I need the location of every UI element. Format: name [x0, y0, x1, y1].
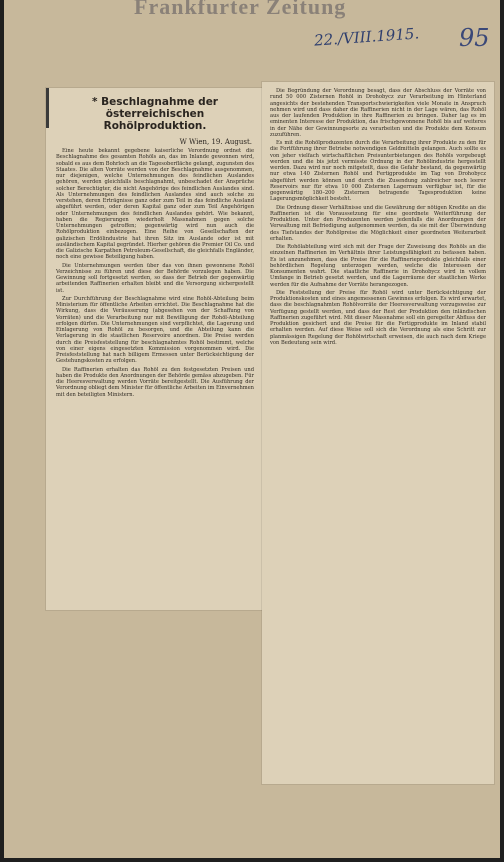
archive-board — [4, 0, 500, 858]
handwritten-number: 95 — [459, 24, 490, 52]
paragraph: Die Feststellung der Preise für Rohöl wird unter Berücksichtigung der Produktionskosten und eines angemessenen Gewinnes erfolgen. Es wird erwartet, dass die beschlagnahmten Rohölvorräte der Heeresverwaltung vorzugsweise zur Verfügung gestellt werden, und dass der Rest der Produktion den inländischen Raffinerien zugeführt wird. Mit dieser Massnahme soll ein geregelter Abfluss der Produktion gesichert und die Preise für die Fertigprodukte im Inland stabil erhalten werden. Auf diese Weise soll sich die Verordnung als eine Schritt zur planmässigen Regelung der Rohölwirtschaft erweisen, die auch nach dem Kriege von Bedeutung sein wird. — [270, 289, 486, 346]
article-body-left — [46, 148, 262, 398]
clipping-right-column — [262, 82, 494, 784]
paragraph: Die Ordnung dieser Verhältnisse und die Gewährung der nötigen Kredite an die Raffinerien ist die Voraussetzung für eine geordnete Weiterführung der Produktion. Unter den Produzenten werden jedenfalls die Anordnungen der Verwaltung mit Befriedigung aufgenommen werden, da sie mit der Überwindung des Tiefstandes der Rohölpreise die Möglichkeit einer geordneten Weiterarbeit erhalten. — [270, 204, 486, 242]
paragraph: Die Begründung der Verordnung besagt, dass der Abschluss der Vorräte von rund 50 000 Zisternen Rohöl in Drohobycz zur Verarbeitung im Hinterland angesichts der bestehenden Transportschwierigkeiten viele Monate in Anspruch nehmen wird und dass daher die Raffinerien nicht in der Lage wären, das Rohöl aus der laufenden Produktion in ihre Raffinerien zu bringen. Daher lag es im eminenten Interesse der Produktion, das frischgewonnene Rohöl bis auf weiteres in der Nähe der Gewinnungsorte zu verarbeiten und die Produkte dem Konsum zuzuführen. — [270, 88, 486, 138]
newspaper-masthead: Frankfurter Zeitung — [134, 0, 347, 19]
paragraph: Eine heute bekannt gegebene kaiserliche Verordnung ordnet die Beschlagnahme des gesamten Rohöls an, das im Inlande gewonnen wird, sobald es aus dem Bohrloch an die Tagesoberfläche gelangt, zugunsten des Staates. Die alten Vorräte werden von der Beschlagnahme ausgenommen, nur diejenigen, welche Unternehmungen des feindlichen Auslandes gehören, werden gleichfalls beschlagnahmt, unbeschadet der Ansprüche solcher Berechtigter, die nicht Angehörige des feindlichen Auslandes sind. Als Unternehmungen des feindlichen Auslandes sind auch solche zu verstehen, deren Erträgnisse ganz oder zum Teil in das feindliche Ausland abgeführt werden, oder deren Kapital ganz oder zum Teil Angehörigen oder Unternehmungen des feindlichen Auslandes gehört. Wie bekannt, haben die Regierungen wiederholt Massnahmen gegen solche Unternehmungen getroffen; gegenwärtig wird nun auch die Rohölproduktion einbezogen. Eine Reihe von Gesellschaften der galizischen Erdölindustrie hat ihren Sitz im Auslande oder ist mit ausländischem Kapital gegründet. Hierher gehören die Premier Oil Co. und die Galizische Karpathen Petroleum-Gesellschaft, die gleichfalls Engländer, noch eine gewisse Beteiligung haben. — [56, 148, 254, 261]
article-dateline: W Wien, 19. August. — [179, 138, 252, 146]
paragraph: Die Unternehmungen werden über das von ihnen gewonnene Rohöl Verzeichnisse zu führen und diese der Behörde vorzulegen haben. Die Gewinnung soll fortgesetzt werden, so dass der Betrieb der gegenwärtig arbeitenden Raffinerien erhalten bleibt und die Versorgung sichergestellt ist. — [56, 262, 254, 294]
paragraph: Die Raffinerien erhalten das Rohöl zu den festgesetzten Preisen und haben die Produkte den Anordnungen der Behörde gemäss abzugeben. Für die Heeresverwaltung werden Vorräte bereitgestellt. Die Ausführung der Verordnung obliegt dem Minister für öffentliche Arbeiten im Einvernehmen mit den beteiligten Ministern. — [56, 366, 254, 398]
article-headline: * Beschlagnahme der österreichischen Rohölproduktion. — [92, 96, 218, 132]
paragraph: Es mit die Rohölproduzenten durch die Verarbeitung ihrer Produkte zu den für die Fortführung ihrer Betriebe notwendigen Geldmitteln gelangen. Auch sollte es von jeher vielfach wirtschaftlichen Preisunterbietungen des Rohöls vorgebeugt werden und die bis jetzt vermisste Ordnung in der Rohölindustrie hergestellt werden. Dazu wird nur noch mitgeteilt, dass die Gefahr bestand, da gegenwärtig nur etwa 140 Zisternen Rohöl und Fertigprodukte im Tag von Drohobycz abgeführt werden können und durch die Zusendung zahlreicher noch leerer Reservoirs nur für etwa 10 000 Zisternen Lagerraum verfügbar ist, für die gegenwärtig 180–200 Zisternen betragende Tagesproduktion keine Lagerungsmöglichkeit besteht. — [270, 140, 486, 203]
paragraph: Die Rohölabteilung wird sich mit der Frage der Zuweisung des Rohöls an die einzelnen Raffinerien im Verhältnis ihrer Leistungsfähigkeit zu befassen haben. Es ist anzunehmen, dass die Preise für die Raffinerieprodukte gleichfalls einer behördlichen Regelung unterzogen werden, welche die Interessen der Konsumenten wahrt. Die staatliche Raffinerie in Drohobycz wird in vollem Umfange in Betrieb gesetzt werden, und die Lagerräume der staatlichen Werke werden für die Aufnahme der Vorräte herangezogen. — [270, 244, 486, 288]
clipping-left-column — [46, 88, 262, 610]
paragraph: Zur Durchführung der Beschlagnahme wird eine Rohöl-Abteilung beim Ministerium für öffentliche Arbeiten errichtet. Die Beschlagnahme hat die Wirkung, dass die Veräusserung (abgesehen von der Schaffung von Vorräten) und die Verarbeitung nur mit Bewilligung der Rohöl-Abteilung erfolgen dürfen. Die Unternehmungen sind verpflichtet, die Lagerung und Einlagerung von Rohöl zu besorgen, und die Abteilung kann die Verlagerung in die staatlichen Reservoire anordnen. Die Preise werden durch die Preisfeststellung für beschlagnahmtes Rohöl bestimmt, welche von einer eigens eingesetzten Kommission vorgenommen wird. Die Preisfeststellung hat nach billigem Ermessen unter Berücksichtigung der Gestehungskosten zu erfolgen. — [56, 295, 254, 365]
handwritten-date: 22./VIII.1915. — [313, 24, 420, 50]
article-body-right — [262, 82, 494, 346]
